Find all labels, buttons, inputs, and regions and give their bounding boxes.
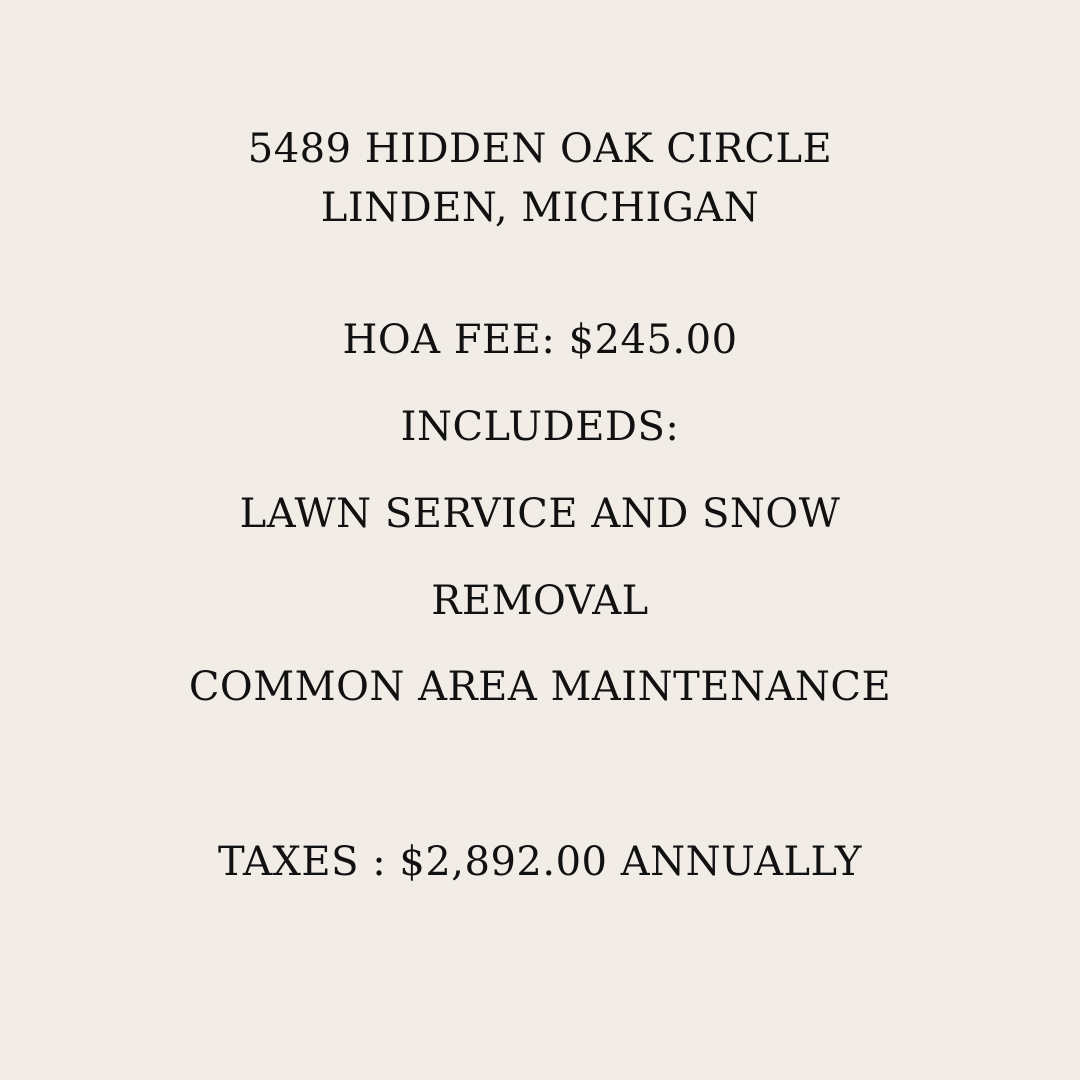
- annual-taxes: TAXES : $2,892.00 ANNUALLY: [218, 839, 862, 885]
- address-city-state: LINDEN, MICHIGAN: [320, 185, 760, 231]
- hoa-include-item: LAWN SERVICE AND SNOW: [239, 491, 841, 537]
- address-street: 5489 HIDDEN OAK CIRCLE: [247, 126, 833, 172]
- hoa-fee: HOA FEE: $245.00: [342, 317, 738, 363]
- hoa-include-item: COMMON AREA MAINTENANCE: [188, 664, 892, 710]
- hoa-includes-heading: INCLUDEDS:: [400, 404, 680, 450]
- hoa-include-item: REMOVAL: [431, 578, 649, 624]
